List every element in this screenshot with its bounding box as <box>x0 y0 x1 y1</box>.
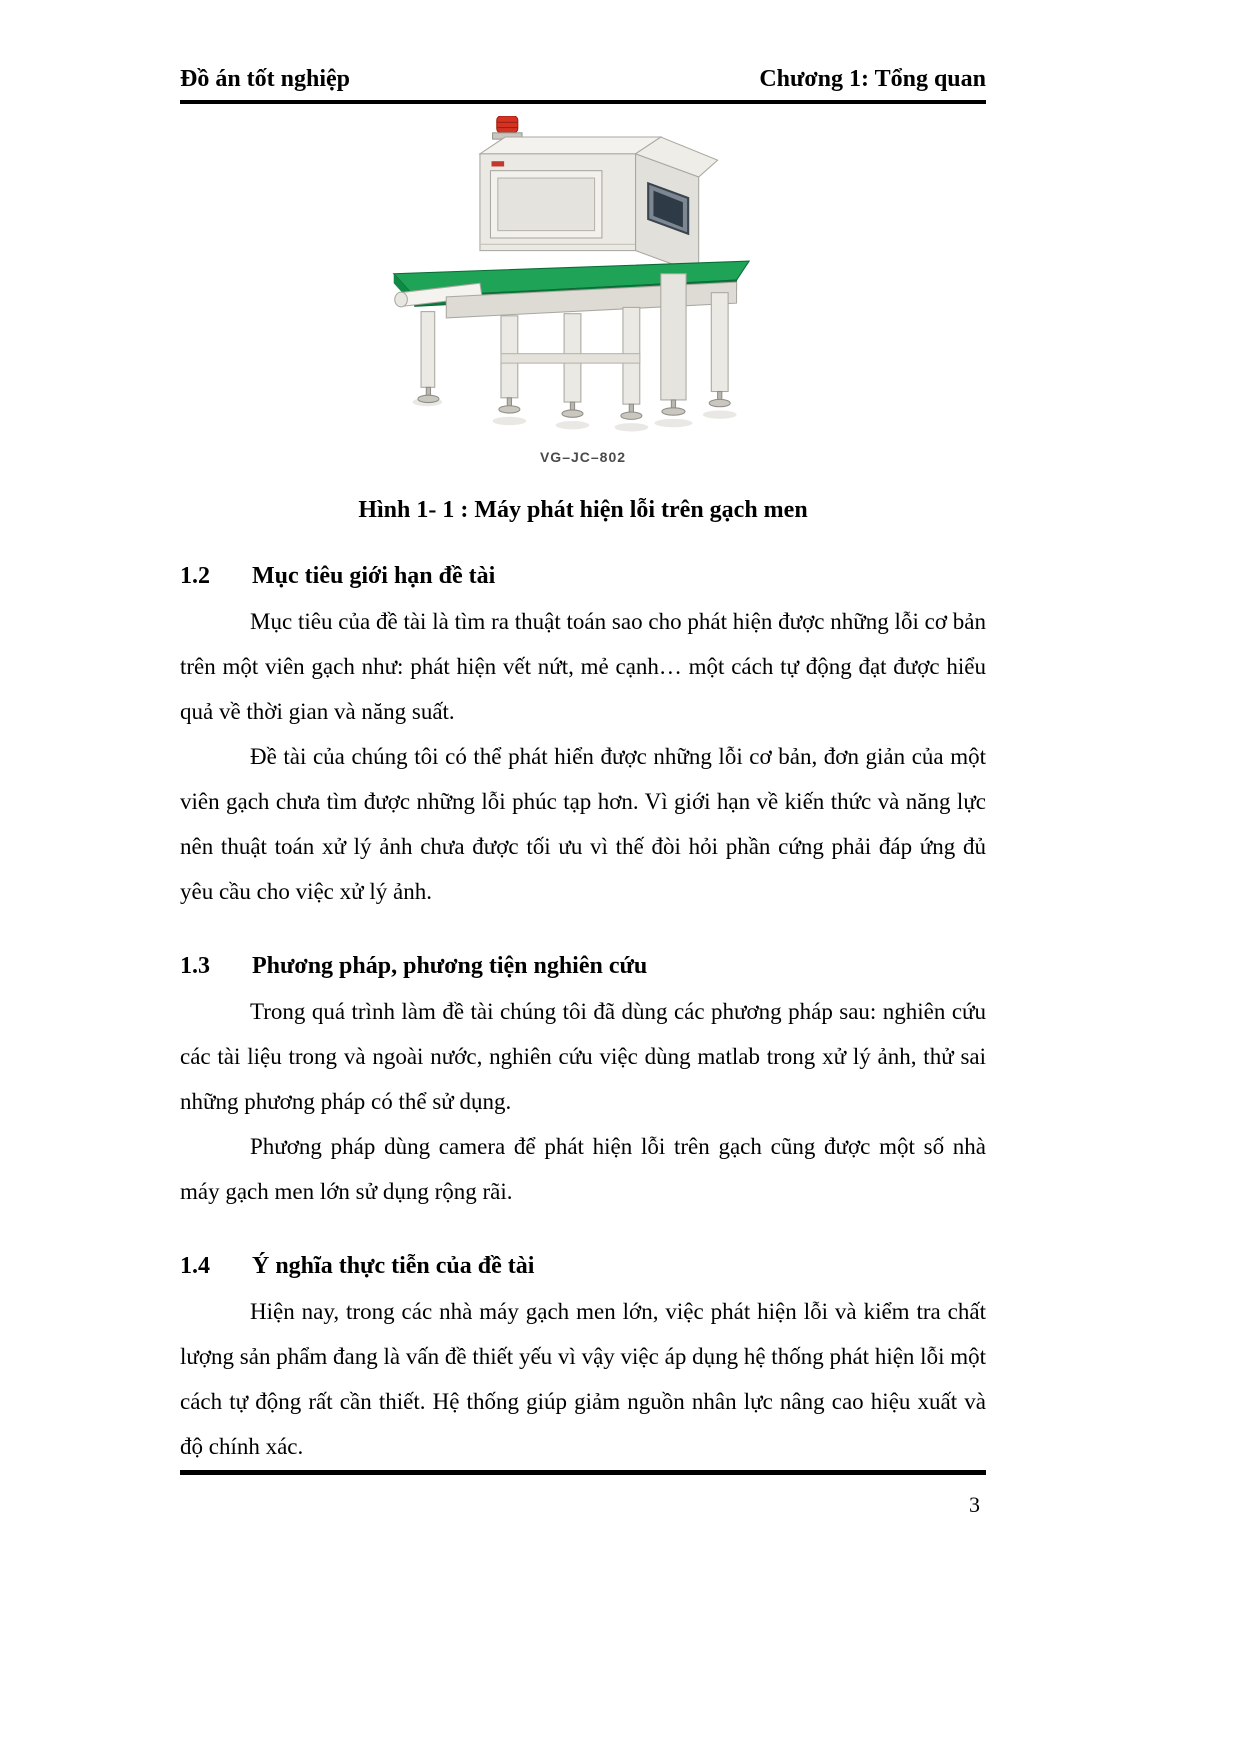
section-title: Ý nghĩa thực tiễn của đề tài <box>252 1253 535 1279</box>
machine-model-label: VG–JC–802 <box>539 449 627 465</box>
page-header <box>180 64 986 104</box>
header-right-chapter: Chương 1: Tổng quan <box>759 66 986 92</box>
detector-head <box>480 137 661 251</box>
section-heading <box>180 554 986 599</box>
footer-rule <box>180 1470 986 1475</box>
paragraph: Phương pháp dùng camera để phát hiện lỗi trên gạch cũng được một số nhà máy gạch men lớn sử dụng rộng rãi. <box>180 1134 986 1204</box>
section-number: 1.4 <box>180 1253 210 1279</box>
section-number: 1.3 <box>180 953 210 979</box>
section-heading <box>180 944 986 989</box>
section-heading <box>180 1244 986 1289</box>
page-number: 3 <box>969 1492 980 1517</box>
paragraph: Mục tiêu của đề tài là tìm ra thuật toán sao cho phát hiện được những lỗi cơ bản trên một viên gạch như: phát hiện vết nứt, mẻ cạnh… một cách tự động đạt được hiểu quả về thời gian và năng suất. <box>180 609 986 724</box>
machine-image <box>383 116 783 465</box>
paragraph: Đề tài của chúng tôi có thể phát hiển được những lỗi cơ bản, đơn giản của một viên gạch chưa tìm được những lỗi phúc tạp hơn. Vì giới hạn về kiến thức và năng lực nên thuật toán xử lý ảnh chưa được tối ưu vì thế đòi hỏi phần cứng phải đáp ứng đủ yêu cầu cho việc xử lý ảnh. <box>180 744 986 904</box>
figure-block <box>180 116 986 524</box>
page-content <box>180 0 986 1469</box>
figure-caption: Hình 1- 1 : Máy phát hiện lỗi trên gạch men <box>358 497 808 523</box>
paragraph: Hiện nay, trong các nhà máy gạch men lớn, việc phát hiện lỗi và kiểm tra chất lượng sản phẩm đang là vấn đề thiết yếu vì vậy việc áp dụng hệ thống phát hiện lỗi một cách tự động rất cần thiết. Hệ thống giúp giảm nguồn nhân lực nâng cao hiệu xuất và độ chính xác. <box>180 1299 986 1459</box>
machine-illustration <box>383 116 783 442</box>
section-title: Phương pháp, phương tiện nghiên cứu <box>252 953 648 979</box>
section-title: Mục tiêu giới hạn đề tài <box>252 563 496 589</box>
machine-frame-legs <box>418 274 737 420</box>
section-1-2 <box>180 554 986 914</box>
section-1-4 <box>180 1244 986 1469</box>
header-left-title: Đồ án tốt nghiệp <box>180 66 351 92</box>
section-number: 1.2 <box>180 563 210 589</box>
section-1-3 <box>180 944 986 1214</box>
control-panel <box>636 137 718 274</box>
paragraph: Trong quá trình làm đề tài chúng tôi đã dùng các phương pháp sau: nghiên cứu các tài liệu trong và ngoài nước, nghiên cứu việc dùng matlab trong xử lý ảnh, thử sai những phương pháp có thể sử dụng. <box>180 999 986 1114</box>
